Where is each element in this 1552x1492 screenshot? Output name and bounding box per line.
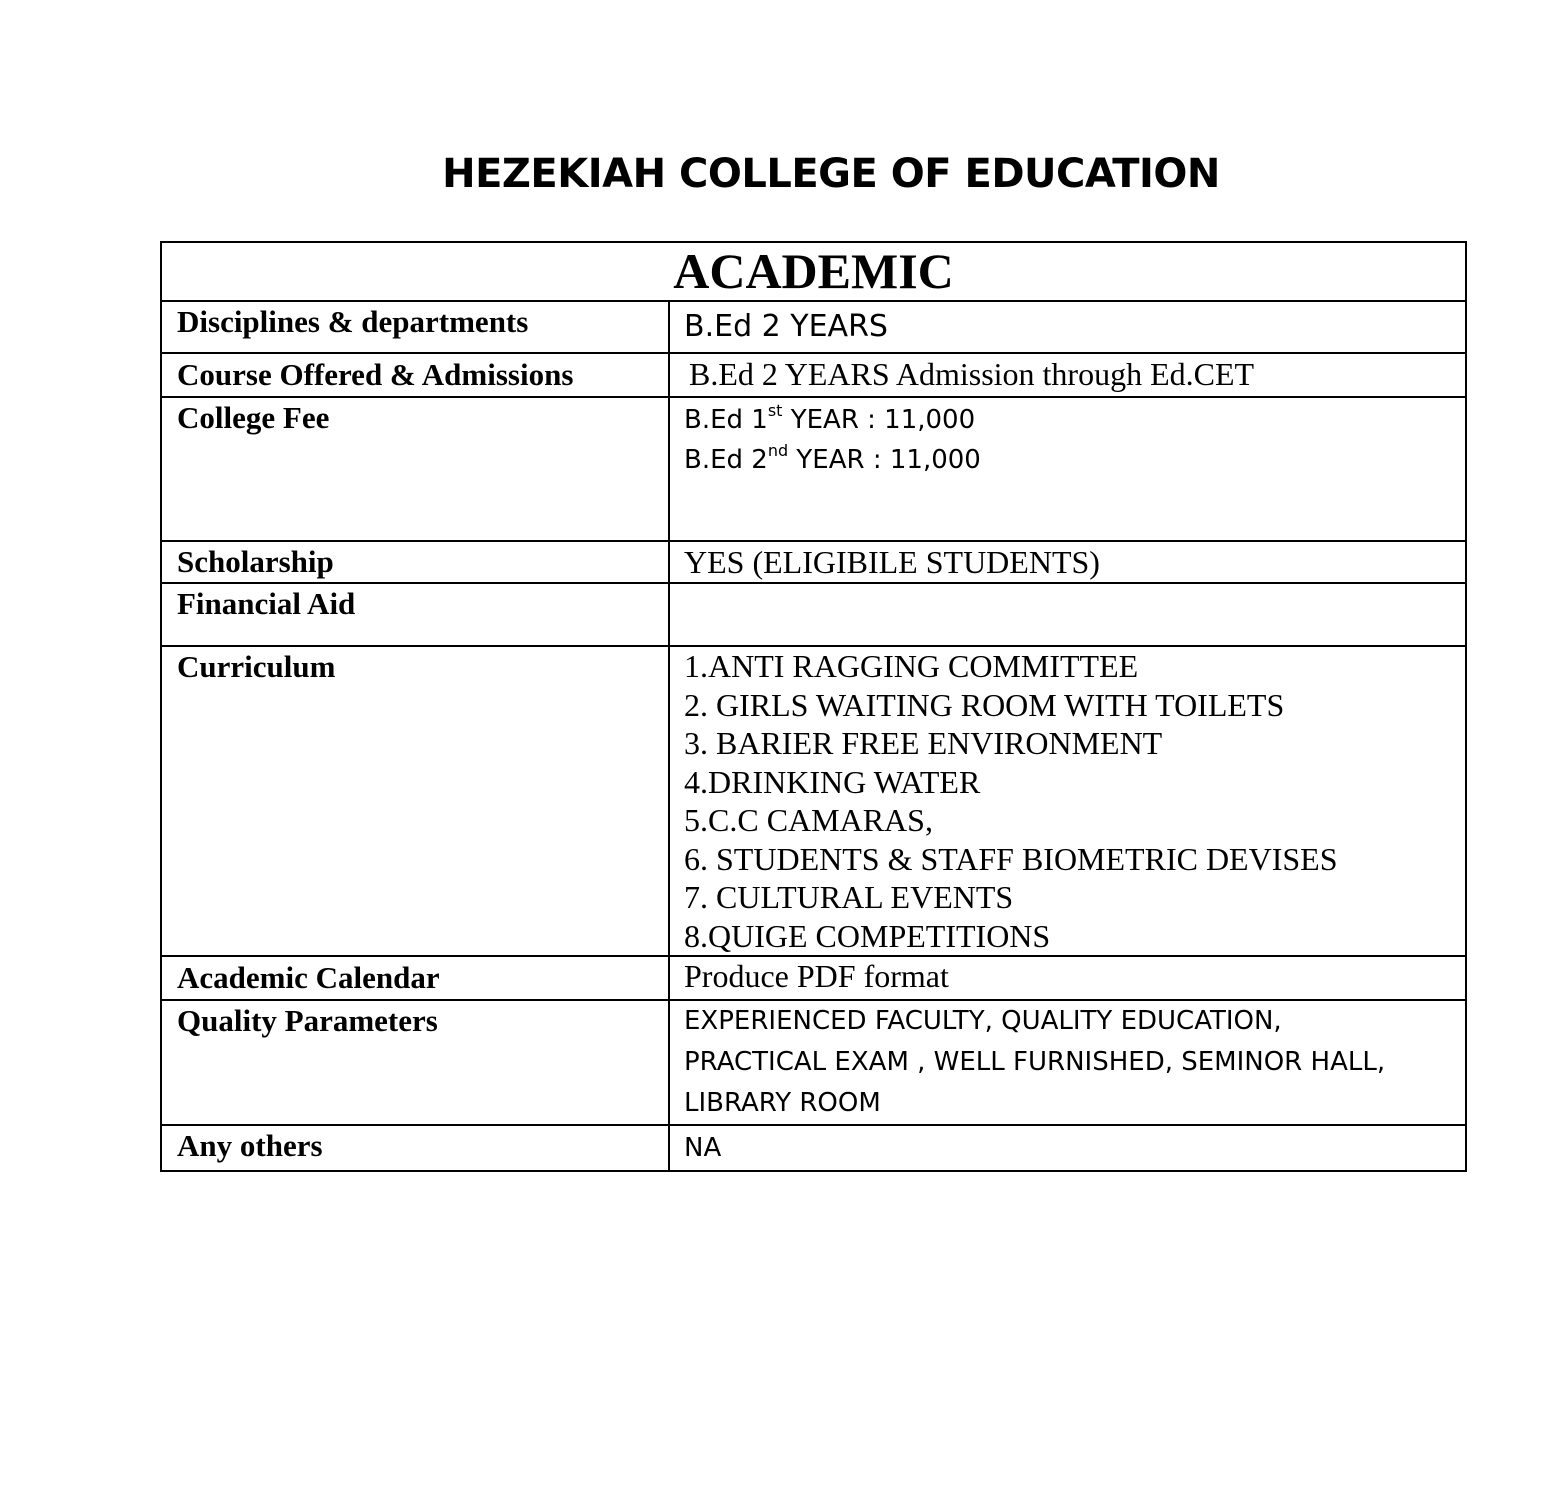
- page-title: HEZEKIAH COLLEGE OF EDUCATION: [442, 151, 1220, 197]
- curriculum-list: [684, 647, 1451, 955]
- scholarship-value: YES (ELIGIBILE STUDENTS): [669, 541, 1466, 583]
- fee-line-2-suffix: nd: [767, 441, 789, 460]
- others-value: NA: [669, 1125, 1466, 1171]
- others-label: Any others: [161, 1125, 669, 1171]
- fee-line-1-amount: YEAR : 11,000: [782, 405, 976, 435]
- list-item: 8.QUIGE COMPETITIONS: [684, 917, 1051, 954]
- list-item: 7. CULTURAL EVENTS: [684, 879, 1014, 915]
- course-label: Course Offered & Admissions: [161, 353, 669, 397]
- quality-value: [669, 1000, 1466, 1125]
- table-row-financial-aid: [161, 583, 1466, 646]
- quality-line-1: EXPERIENCED FACULTY, QUALITY EDUCATION,: [684, 1006, 1282, 1036]
- disciplines-value: [669, 301, 1466, 353]
- list-item: 5.C.C CAMARAS,: [684, 802, 933, 838]
- fee-line-1-suffix: st: [767, 401, 783, 420]
- course-value: B.Ed 2 YEARS Admission through Ed.CET: [669, 353, 1466, 397]
- list-item: 4.DRINKING WATER: [684, 763, 981, 800]
- calendar-value: Produce PDF format: [669, 956, 1466, 1000]
- list-item: 3. BARIER FREE ENVIRONMENT: [684, 725, 1163, 761]
- table-row-course: [161, 353, 1466, 397]
- table-row-heading: [161, 242, 1466, 301]
- list-item: 2. GIRLS WAITING ROOM WITH TOILETS: [684, 686, 1285, 723]
- table-row-scholarship: [161, 541, 1466, 583]
- calendar-label: Academic Calendar: [161, 956, 669, 1000]
- fee-value: [669, 397, 1466, 541]
- disciplines-label: Disciplines & departments: [161, 301, 669, 353]
- table-row-curriculum: [161, 646, 1466, 956]
- fee-line-2: [684, 440, 1451, 480]
- academic-table: [160, 241, 1467, 1172]
- list-item: 1.ANTI RAGGING COMMITTEE: [684, 648, 1139, 684]
- section-heading: ACADEMIC: [161, 242, 1466, 301]
- curriculum-value: [669, 646, 1466, 956]
- list-item: 6. STUDENTS & STAFF BIOMETRIC DEVISES: [684, 840, 1338, 877]
- fee-line-1: [684, 400, 1451, 440]
- curriculum-label: Curriculum: [161, 646, 669, 956]
- financial-aid-value: [669, 583, 1466, 646]
- scholarship-label: Scholarship: [161, 541, 669, 583]
- table-row-fee: [161, 397, 1466, 541]
- table-row-others: [161, 1125, 1466, 1171]
- disciplines-value-text: B.Ed 2 YEARS: [684, 309, 888, 344]
- table-row-disciplines: [161, 301, 1466, 353]
- fee-line-2-prefix: B.Ed 2: [684, 445, 768, 475]
- quality-line-2: PRACTICAL EXAM , WELL FURNISHED, SEMINOR HALL,: [684, 1047, 1386, 1077]
- fee-label: College Fee: [161, 397, 669, 541]
- table-row-calendar: [161, 956, 1466, 1000]
- quality-line-3: LIBRARY ROOM: [684, 1088, 881, 1118]
- table-row-quality: [161, 1000, 1466, 1125]
- quality-label: Quality Parameters: [161, 1000, 669, 1125]
- fee-line-2-amount: YEAR : 11,000: [788, 445, 981, 475]
- financial-aid-label: Financial Aid: [161, 583, 669, 646]
- fee-line-1-prefix: B.Ed 1: [684, 405, 768, 435]
